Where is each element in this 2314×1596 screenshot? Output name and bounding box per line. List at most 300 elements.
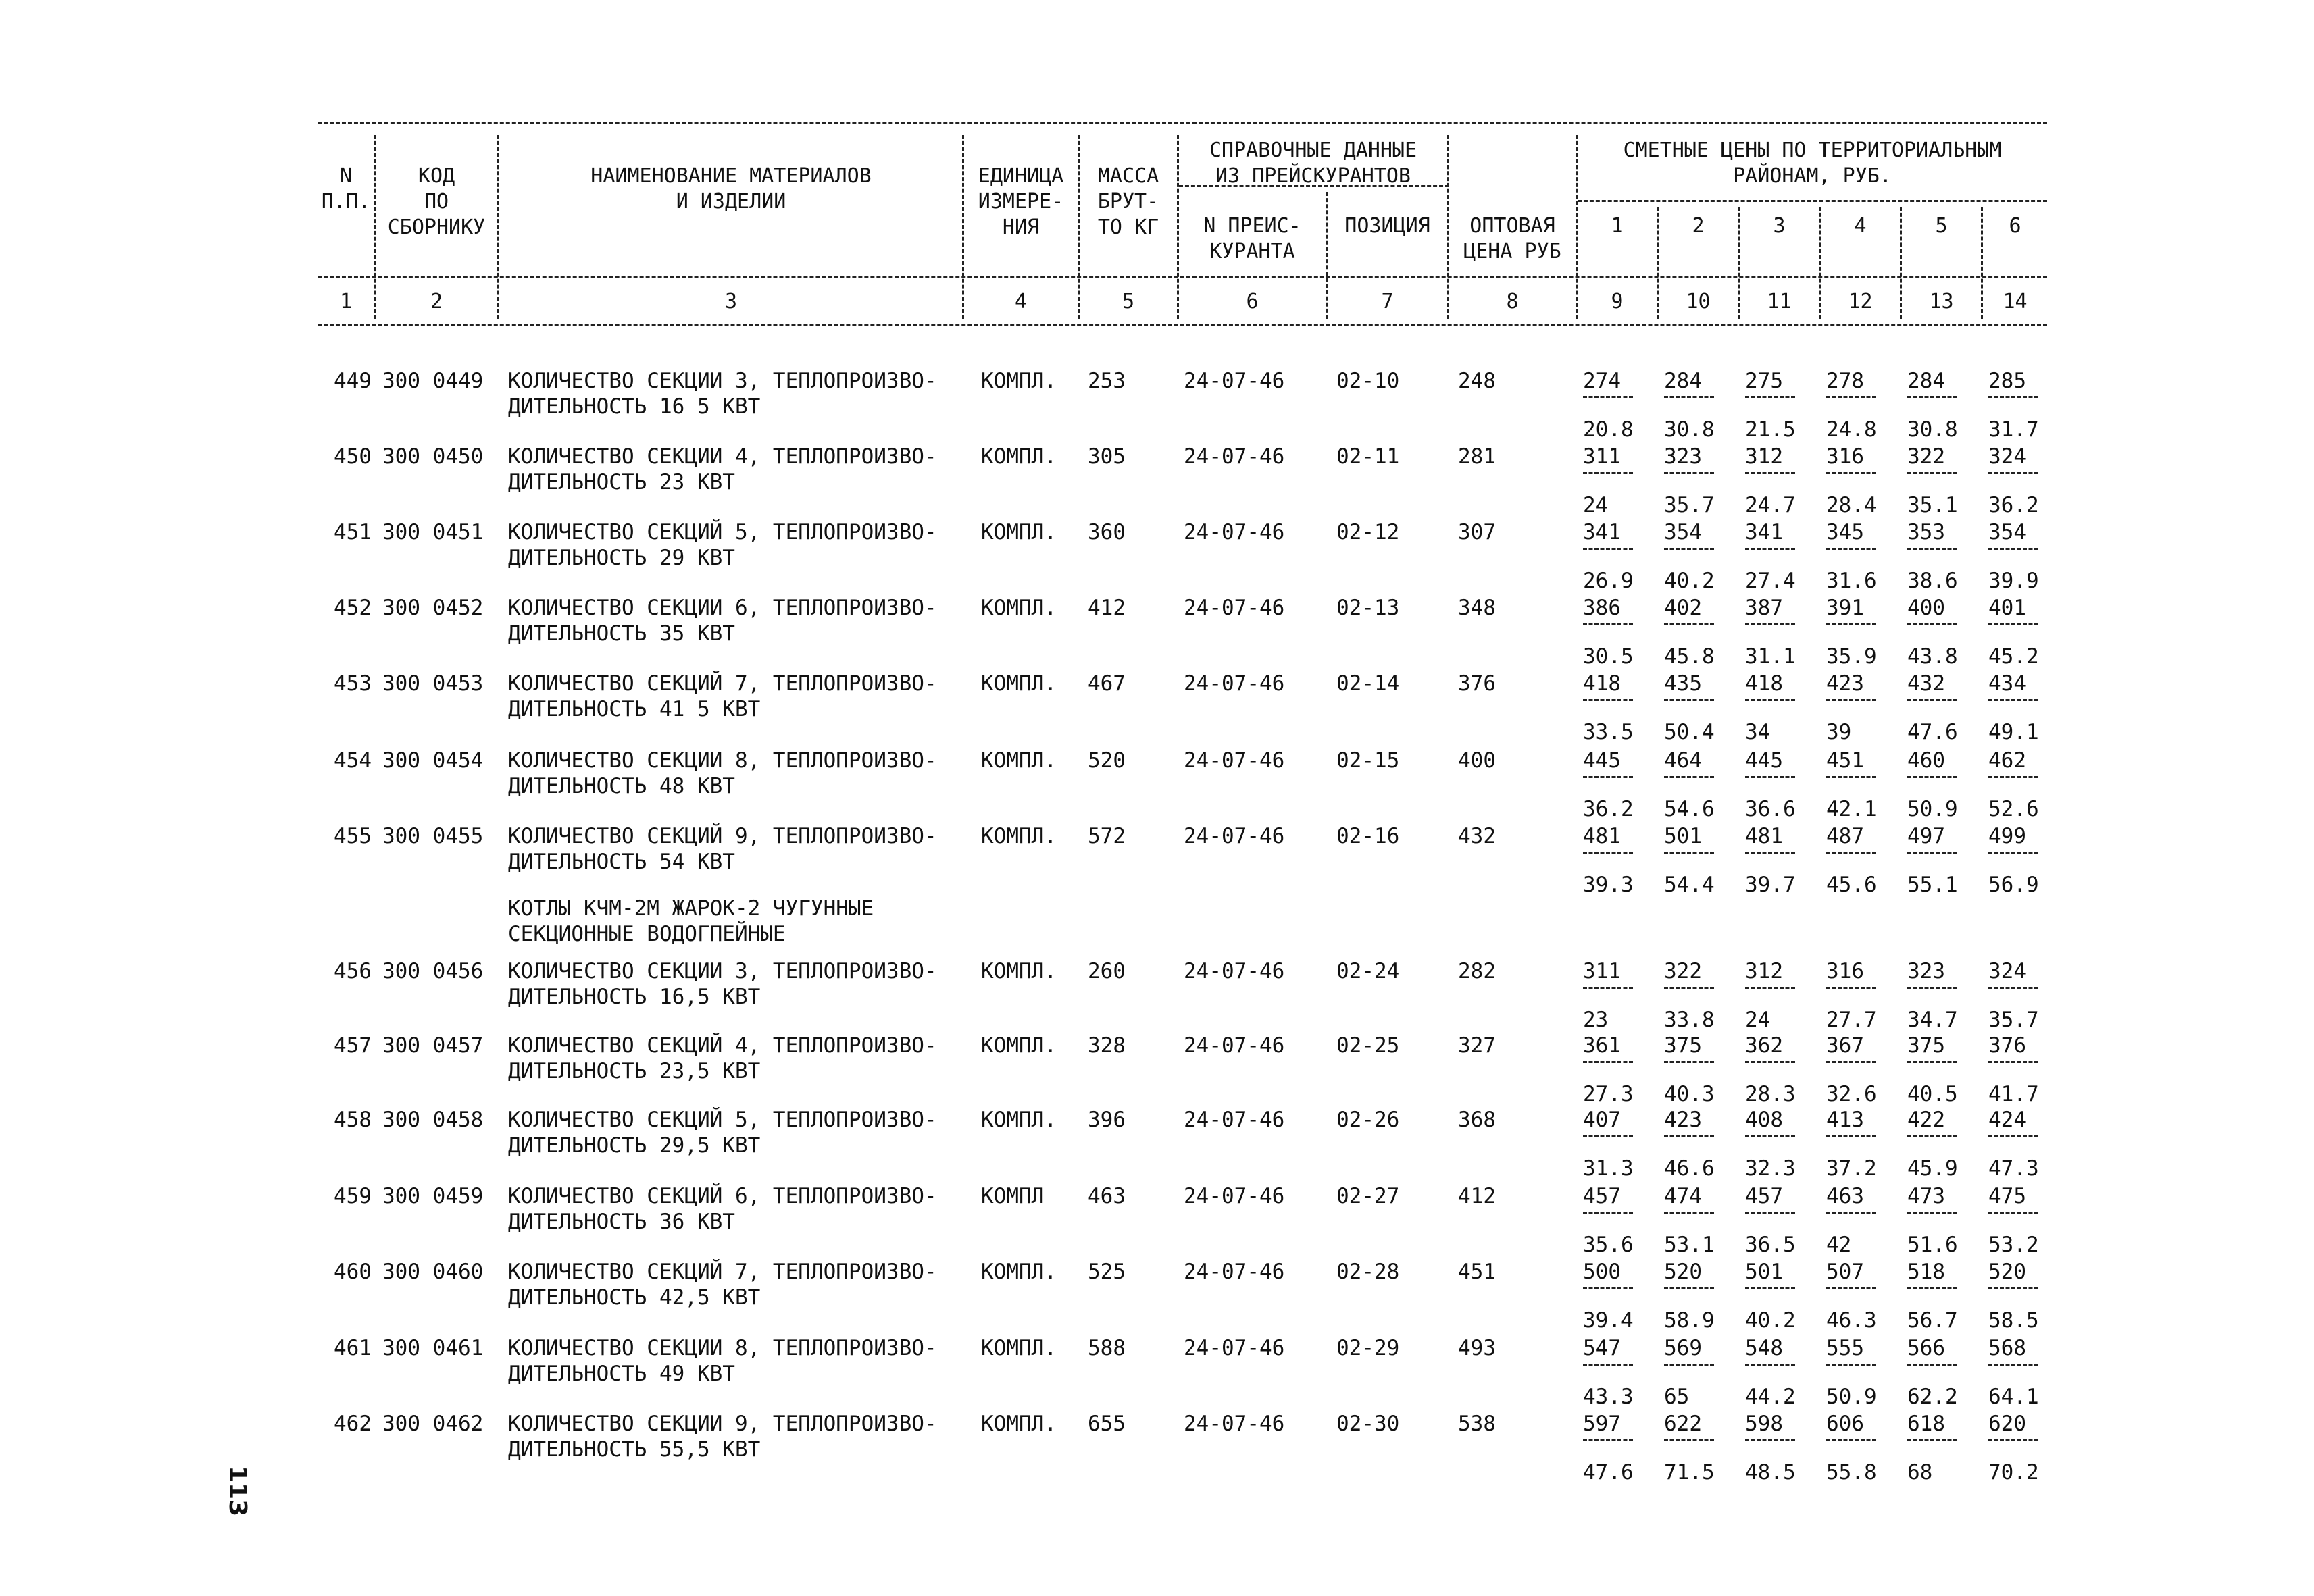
row-number: 461 (334, 1336, 372, 1360)
region-price-3 (1740, 823, 1814, 897)
region-price-2 (1659, 1259, 1733, 1333)
row-mass: 520 (1088, 748, 1126, 773)
price-labor-value: 43.3 (1583, 1385, 1634, 1409)
price-value: 402 (1664, 596, 1702, 620)
fraction-bar (1907, 1287, 1957, 1289)
fraction-bar (1988, 1287, 2038, 1289)
row-mass: 260 (1088, 959, 1126, 983)
row-number: 450 (334, 444, 372, 469)
region-price-6 (1983, 444, 2057, 517)
price-value: 474 (1664, 1184, 1702, 1208)
region-price-3 (1740, 519, 1814, 593)
price-value: 312 (1745, 959, 1783, 983)
price-labor-value: 39.3 (1583, 873, 1634, 897)
header-col7: ПОЗИЦИЯ (1344, 214, 1430, 238)
price-value: 408 (1745, 1108, 1783, 1132)
price-value: 274 (1583, 369, 1621, 393)
row-code: 300 0452 (382, 596, 484, 620)
row-name-line2: ДИТЕЛЬНОСТЬ 41 5 КВТ (508, 697, 761, 721)
price-labor-value: 24.7 (1745, 493, 1796, 517)
price-labor-value: 30.8 (1664, 417, 1715, 442)
row-pricelist: 24-07-46 (1184, 1260, 1285, 1284)
row-wholesale-price: 248 (1458, 369, 1496, 393)
price-value: 324 (1988, 959, 2026, 983)
fraction-bar (1988, 472, 2038, 474)
row-unit: КОМПЛ. (981, 748, 1057, 773)
fraction-bar (1826, 1364, 1876, 1366)
region-price-2 (1659, 671, 1733, 744)
fraction-bar (1583, 1287, 1633, 1289)
region-price-3 (1740, 1411, 1814, 1485)
price-labor-value: 27.3 (1583, 1082, 1634, 1106)
fraction-bar (1664, 1212, 1714, 1214)
price-labor-value: 33.8 (1664, 1008, 1715, 1032)
price-labor-value: 58.9 (1664, 1308, 1715, 1333)
row-wholesale-price: 376 (1458, 671, 1496, 696)
region-price-1 (1578, 1183, 1652, 1257)
row-position: 02-16 (1336, 824, 1400, 848)
row-unit: КОМПЛ (981, 1184, 1045, 1208)
fraction-bar (1664, 1061, 1714, 1063)
region-price-5 (1902, 444, 1976, 517)
fraction-bar (1745, 623, 1795, 625)
fraction-bar (1988, 548, 2038, 550)
region-price-5 (1902, 1411, 1976, 1485)
price-labor-value: 65 (1664, 1385, 1690, 1409)
header-region-3: 3 (1773, 214, 1786, 238)
row-code: 300 0459 (382, 1184, 484, 1208)
price-labor-value: 56.7 (1907, 1308, 1958, 1333)
price-labor-value: 58.5 (1988, 1308, 2039, 1333)
row-unit: КОМПЛ. (981, 1336, 1057, 1360)
row-name-line1: КОЛИЧЕСТВО СЕКЦИЙ 7, ТЕПЛОПРОИЗВО- (508, 1260, 937, 1284)
price-labor-value: 32.3 (1745, 1156, 1796, 1181)
row-name-line1: КОЛИЧЕСТВО СЕКЦИИ 8, ТЕПЛОПРОИЗВО- (508, 748, 937, 773)
row-name-line2: ДИТЕЛЬНОСТЬ 49 КВТ (508, 1362, 735, 1386)
row-name-line2: ДИТЕЛЬНОСТЬ 35 КВТ (508, 621, 735, 646)
region-price-4 (1821, 1107, 1895, 1181)
region-price-5 (1902, 1335, 1976, 1409)
region-price-5 (1902, 368, 1976, 442)
price-value: 275 (1745, 369, 1783, 393)
region-price-5 (1902, 1259, 1976, 1333)
price-labor-value: 62.2 (1907, 1385, 1958, 1409)
row-code: 300 0456 (382, 959, 484, 983)
region-price-5 (1902, 958, 1976, 1032)
region-price-3 (1740, 1107, 1814, 1181)
price-value: 423 (1664, 1108, 1702, 1132)
region-price-4 (1821, 519, 1895, 593)
fraction-bar (1745, 472, 1795, 474)
fraction-bar (1745, 1061, 1795, 1063)
fraction-bar (1745, 1439, 1795, 1441)
header-col3: НАИМЕНОВАНИЕ МАТЕРИАЛОВ И ИЗДЕЛИИ (590, 164, 872, 213)
price-labor-value: 68 (1907, 1460, 1933, 1485)
region-price-5 (1902, 1183, 1976, 1257)
row-pricelist: 24-07-46 (1184, 1412, 1285, 1436)
col-number: 4 (1014, 290, 1028, 313)
region-price-5 (1902, 1033, 1976, 1106)
row-position: 02-29 (1336, 1336, 1400, 1360)
price-labor-value: 55.1 (1907, 873, 1958, 897)
region-price-2 (1659, 1335, 1733, 1409)
row-position: 02-14 (1336, 671, 1400, 696)
region-price-1 (1578, 1033, 1652, 1106)
fraction-bar (1664, 396, 1714, 398)
fraction-bar (1583, 623, 1633, 625)
fraction-bar (1583, 472, 1633, 474)
region-price-6 (1983, 595, 2057, 669)
row-position: 02-25 (1336, 1033, 1400, 1058)
row-unit: КОМПЛ. (981, 444, 1057, 469)
row-position: 02-15 (1336, 748, 1400, 773)
region-price-2 (1659, 1033, 1733, 1106)
fraction-bar (1907, 1364, 1957, 1366)
row-pricelist: 24-07-46 (1184, 1033, 1285, 1058)
row-unit: КОМПЛ. (981, 824, 1057, 848)
header-col1: N П.П. (321, 164, 371, 213)
region-price-2 (1659, 1183, 1733, 1257)
price-value: 568 (1988, 1336, 2026, 1360)
price-labor-value: 47.3 (1988, 1156, 2039, 1181)
region-price-6 (1983, 1107, 2057, 1181)
price-labor-value: 26.9 (1583, 569, 1634, 593)
region-price-4 (1821, 1411, 1895, 1485)
region-price-5 (1902, 595, 1976, 669)
price-labor-value: 32.6 (1826, 1082, 1877, 1106)
price-value: 322 (1907, 444, 1945, 469)
row-mass: 525 (1088, 1260, 1126, 1284)
price-value: 341 (1745, 520, 1783, 544)
price-value: 622 (1664, 1412, 1702, 1436)
price-value: 316 (1826, 959, 1864, 983)
row-code: 300 0451 (382, 520, 484, 544)
fraction-bar (1907, 623, 1957, 625)
row-mass: 463 (1088, 1184, 1126, 1208)
price-value: 323 (1907, 959, 1945, 983)
region-price-6 (1983, 1259, 2057, 1333)
fraction-bar (1826, 699, 1876, 701)
row-mass: 467 (1088, 671, 1126, 696)
fraction-bar (1664, 1135, 1714, 1137)
header-top-rule (318, 122, 2047, 124)
region-price-4 (1821, 444, 1895, 517)
price-labor-value: 45.6 (1826, 873, 1877, 897)
row-number: 451 (334, 520, 372, 544)
row-name-line2: ДИТЕЛЬНОСТЬ 16,5 КВТ (508, 985, 761, 1009)
price-labor-value: 23 (1583, 1008, 1609, 1032)
header-region-4: 4 (1854, 214, 1867, 238)
price-value: 387 (1745, 596, 1783, 620)
fraction-bar (1583, 699, 1633, 701)
row-wholesale-price: 412 (1458, 1184, 1496, 1208)
price-labor-value: 34 (1745, 720, 1771, 744)
price-value: 487 (1826, 824, 1864, 848)
price-value: 481 (1745, 824, 1783, 848)
row-pricelist: 24-07-46 (1184, 444, 1285, 469)
fraction-bar (1583, 1135, 1633, 1137)
price-value: 501 (1664, 824, 1702, 848)
fraction-bar (1664, 623, 1714, 625)
price-labor-value: 35.9 (1826, 644, 1877, 669)
row-mass: 572 (1088, 824, 1126, 848)
fraction-bar (1826, 776, 1876, 778)
row-name-line2: ДИТЕЛЬНОСТЬ 16 5 КВТ (508, 394, 761, 419)
row-position: 02-10 (1336, 369, 1400, 393)
price-labor-value: 36.6 (1745, 797, 1796, 821)
price-labor-value: 38.6 (1907, 569, 1958, 593)
price-value: 341 (1583, 520, 1621, 544)
row-unit: КОМПЛ. (981, 596, 1057, 620)
row-name-line2: ДИТЕЛЬНОСТЬ 55,5 КВТ (508, 1437, 761, 1462)
price-labor-value: 33.5 (1583, 720, 1634, 744)
region-price-6 (1983, 368, 2057, 442)
fraction-bar (1745, 699, 1795, 701)
col-number: 13 (1929, 290, 1954, 313)
fraction-bar (1988, 1212, 2038, 1214)
fraction-bar (1583, 548, 1633, 550)
fraction-bar (1745, 548, 1795, 550)
price-labor-value: 40.2 (1745, 1308, 1796, 1333)
price-value: 481 (1583, 824, 1621, 848)
row-number: 457 (334, 1033, 372, 1058)
fraction-bar (1664, 776, 1714, 778)
row-name-line1: КОЛИЧЕСТВО СЕКЦИИ 3, ТЕПЛОПРОИЗВО- (508, 959, 937, 983)
price-labor-value: 30.5 (1583, 644, 1634, 669)
region-price-5 (1902, 519, 1976, 593)
price-value: 497 (1907, 824, 1945, 848)
price-labor-value: 42.1 (1826, 797, 1877, 821)
col-number: 2 (430, 290, 443, 313)
price-labor-value: 40.3 (1664, 1082, 1715, 1106)
row-name-line1: КОЛИЧЕСТВО СЕКЦИИ 9, ТЕПЛОПРОИЗВО- (508, 1412, 937, 1436)
row-unit: КОМПЛ. (981, 369, 1057, 393)
price-labor-value: 47.6 (1583, 1460, 1634, 1485)
header-col8: ОПТОВАЯ ЦЕНА РУБ (1463, 214, 1561, 263)
region-price-1 (1578, 595, 1652, 669)
row-position: 02-27 (1336, 1184, 1400, 1208)
region-price-3 (1740, 1033, 1814, 1106)
price-value: 457 (1583, 1184, 1621, 1208)
price-value: 569 (1664, 1336, 1702, 1360)
fraction-bar (1745, 1364, 1795, 1366)
row-code: 300 0453 (382, 671, 484, 696)
row-name-line2: ДИТЕЛЬНОСТЬ 29 КВТ (508, 546, 735, 570)
fraction-bar (1745, 987, 1795, 989)
fraction-bar (1988, 623, 2038, 625)
row-unit: КОМПЛ. (981, 1108, 1057, 1132)
row-name-line2: ДИТЕЛЬНОСТЬ 54 КВТ (508, 850, 735, 874)
row-number: 452 (334, 596, 372, 620)
price-value: 462 (1988, 748, 2026, 773)
price-labor-value: 31.7 (1988, 417, 2039, 442)
price-value: 460 (1907, 748, 1945, 773)
price-value: 566 (1907, 1336, 1945, 1360)
row-unit: КОМПЛ. (981, 1412, 1057, 1436)
price-labor-value: 28.3 (1745, 1082, 1796, 1106)
fraction-bar (1826, 472, 1876, 474)
price-value: 520 (1988, 1260, 2026, 1284)
region-price-6 (1983, 1183, 2057, 1257)
price-value: 547 (1583, 1336, 1621, 1360)
row-name-line1: КОЛИЧЕСТВО СЕКЦИЙ 9, ТЕПЛОПРОИЗВО- (508, 824, 937, 848)
row-unit: КОМПЛ. (981, 1260, 1057, 1284)
fraction-bar (1745, 776, 1795, 778)
row-number: 454 (334, 748, 372, 773)
price-value: 401 (1988, 596, 2026, 620)
row-code: 300 0462 (382, 1412, 484, 1436)
col-number: 12 (1848, 290, 1873, 313)
fraction-bar (1907, 548, 1957, 550)
price-value: 618 (1907, 1412, 1945, 1436)
row-wholesale-price: 400 (1458, 748, 1496, 773)
region-price-1 (1578, 823, 1652, 897)
col-number: 8 (1506, 290, 1519, 313)
row-number: 458 (334, 1108, 372, 1132)
region-price-2 (1659, 595, 1733, 669)
region-price-3 (1740, 671, 1814, 744)
region-price-3 (1740, 444, 1814, 517)
fraction-bar (1745, 396, 1795, 398)
col-number: 3 (724, 290, 738, 313)
price-labor-value: 20.8 (1583, 417, 1634, 442)
price-labor-value: 55.8 (1826, 1460, 1877, 1485)
region-price-1 (1578, 671, 1652, 744)
row-pricelist: 24-07-46 (1184, 1336, 1285, 1360)
price-labor-value: 39.9 (1988, 569, 2039, 593)
header-col4: ЕДИНИЦА ИЗМЕРЕ- НИЯ (978, 164, 1064, 239)
price-labor-value: 54.6 (1664, 797, 1715, 821)
fraction-bar (1664, 548, 1714, 550)
page-number: 113 (224, 1466, 251, 1517)
fraction-bar (1826, 396, 1876, 398)
fraction-bar (1988, 396, 2038, 398)
row-pricelist: 24-07-46 (1184, 1184, 1285, 1208)
row-number: 449 (334, 369, 372, 393)
row-position: 02-26 (1336, 1108, 1400, 1132)
fraction-bar (1745, 852, 1795, 854)
fraction-bar (1826, 548, 1876, 550)
price-labor-value: 35.6 (1583, 1233, 1634, 1257)
row-code: 300 0454 (382, 748, 484, 773)
price-labor-value: 49.1 (1988, 720, 2039, 744)
region-price-5 (1902, 671, 1976, 744)
price-labor-value: 46.6 (1664, 1156, 1715, 1181)
region-price-1 (1578, 444, 1652, 517)
fraction-bar (1988, 987, 2038, 989)
fraction-bar (1664, 699, 1714, 701)
price-value: 501 (1745, 1260, 1783, 1284)
row-name-line1: КОЛИЧЕСТВО СЕКЦИЙ 5, ТЕПЛОПРОИЗВО- (508, 520, 937, 544)
region-price-2 (1659, 1107, 1733, 1181)
price-labor-value: 31.6 (1826, 569, 1877, 593)
region-price-6 (1983, 748, 2057, 821)
price-value: 434 (1988, 671, 2026, 696)
row-code: 300 0461 (382, 1336, 484, 1360)
header-region-1: 1 (1611, 214, 1624, 238)
price-value: 311 (1583, 444, 1621, 469)
price-labor-value: 36.2 (1988, 493, 2039, 517)
price-value: 323 (1664, 444, 1702, 469)
row-number: 456 (334, 959, 372, 983)
header-region-2: 2 (1692, 214, 1705, 238)
price-labor-value: 39.4 (1583, 1308, 1634, 1333)
region-price-2 (1659, 368, 1733, 442)
col-number: 5 (1122, 290, 1135, 313)
price-value: 500 (1583, 1260, 1621, 1284)
fraction-bar (1988, 699, 2038, 701)
fraction-bar (1583, 987, 1633, 989)
price-labor-value: 53.1 (1664, 1233, 1715, 1257)
row-name-line2: ДИТЕЛЬНОСТЬ 36 КВТ (508, 1210, 735, 1234)
region-price-6 (1983, 958, 2057, 1032)
row-pricelist: 24-07-46 (1184, 959, 1285, 983)
price-labor-value: 64.1 (1988, 1385, 2039, 1409)
region-price-3 (1740, 368, 1814, 442)
region-price-6 (1983, 1033, 2057, 1106)
header-bottom-rule (318, 324, 2047, 326)
fraction-bar (1664, 1287, 1714, 1289)
fraction-bar (1988, 776, 2038, 778)
header-region-6: 6 (2009, 214, 2021, 238)
price-value: 354 (1988, 520, 2026, 544)
fraction-bar (1826, 1061, 1876, 1063)
row-unit: КОМПЛ. (981, 671, 1057, 696)
fraction-bar (1907, 1061, 1957, 1063)
row-wholesale-price: 538 (1458, 1412, 1496, 1436)
price-labor-value: 42 (1826, 1233, 1852, 1257)
region-price-4 (1821, 368, 1895, 442)
price-labor-value: 35.1 (1907, 493, 1958, 517)
row-name-line2: ДИТЕЛЬНОСТЬ 23,5 КВТ (508, 1059, 761, 1083)
price-value: 345 (1826, 520, 1864, 544)
price-labor-value: 37.2 (1826, 1156, 1877, 1181)
fraction-bar (1583, 1439, 1633, 1441)
region-price-6 (1983, 671, 2057, 744)
row-name-line1: КОЛИЧЕСТВО СЕКЦИИ 3, ТЕПЛОПРОИЗВО- (508, 369, 937, 393)
price-value: 362 (1745, 1033, 1783, 1058)
price-value: 322 (1664, 959, 1702, 983)
price-value: 367 (1826, 1033, 1864, 1058)
header-price-group: СМЕТНЫЕ ЦЕНЫ ПО ТЕРРИТОРИАЛЬНЫМ РАЙОНАМ, РУБ. (1623, 138, 2002, 188)
region-price-1 (1578, 1335, 1652, 1409)
price-value: 620 (1988, 1412, 2026, 1436)
region-price-2 (1659, 958, 1733, 1032)
fraction-bar (1664, 1439, 1714, 1441)
header-region-5: 5 (1935, 214, 1948, 238)
fraction-bar (1583, 1364, 1633, 1366)
row-code: 300 0449 (382, 369, 484, 393)
price-labor-value: 28.4 (1826, 493, 1877, 517)
price-value: 518 (1907, 1260, 1945, 1284)
price-value: 278 (1826, 369, 1864, 393)
price-value: 445 (1583, 748, 1621, 773)
price-labor-value: 47.6 (1907, 720, 1958, 744)
price-labor-value: 45.2 (1988, 644, 2039, 669)
row-position: 02-12 (1336, 520, 1400, 544)
row-mass: 328 (1088, 1033, 1126, 1058)
fraction-bar (1826, 623, 1876, 625)
region-price-2 (1659, 823, 1733, 897)
price-labor-value: 53.2 (1988, 1233, 2039, 1257)
region-price-2 (1659, 519, 1733, 593)
price-labor-value: 46.3 (1826, 1308, 1877, 1333)
region-price-6 (1983, 519, 2057, 593)
price-value: 413 (1826, 1108, 1864, 1132)
price-value: 555 (1826, 1336, 1864, 1360)
row-mass: 655 (1088, 1412, 1126, 1436)
fraction-bar (1583, 852, 1633, 854)
